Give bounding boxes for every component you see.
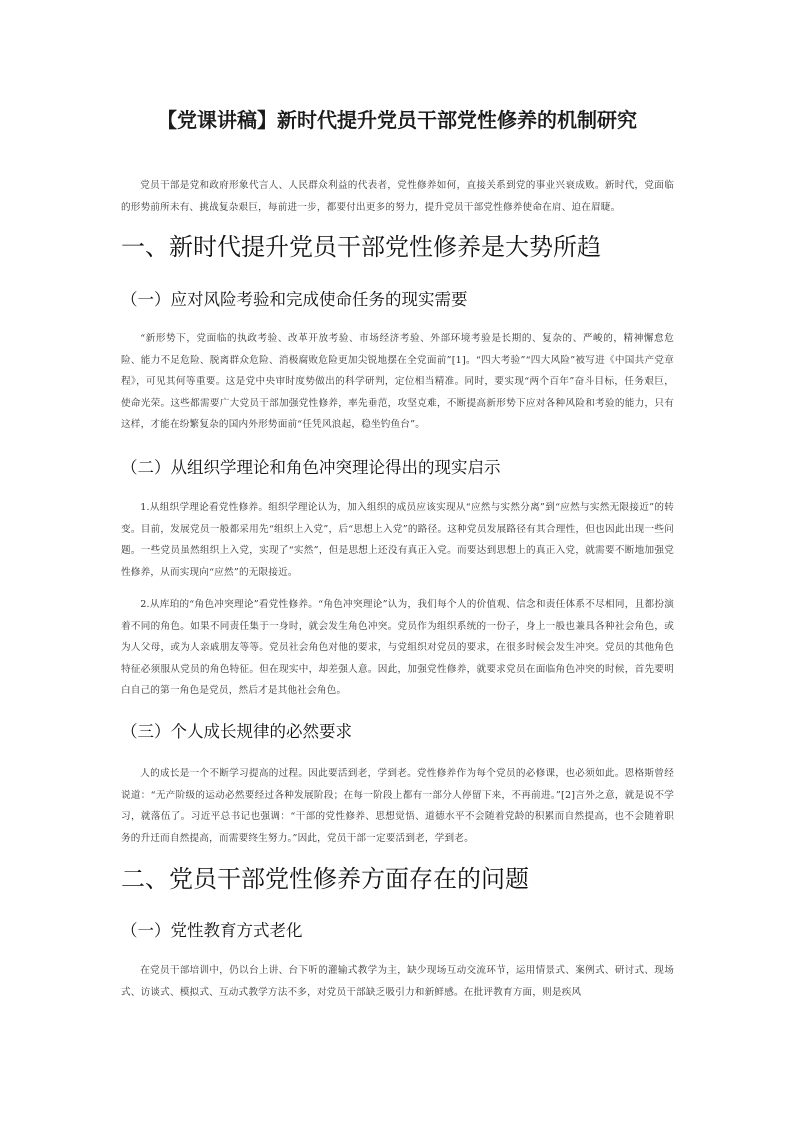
section-1-2-heading: （二）从组织学理论和角色冲突理论得出的现实启示 — [121, 458, 501, 477]
intro-paragraph: 党员干部是党和政府形象代言人、人民群众利益的代表者，党性修养如何，直接关系到党的事业兴衰成败。新时代，党面临的形势前所未有、挑战复杂艰巨，每前进一步，都要付出更多的努力，提升党员干部党性修养使命在肩、迫在眉睫。 — [121, 180, 674, 213]
section-2-1-paragraph: 在党员干部培训中，仍以台上讲、台下听的灌输式教学为主，缺少现场互动交流环节，运用情景式、案例式、研讨式、现场式、访谈式、模拟式、互动式教学方法不多，对党员干部缺乏吸引力和新鲜感。在批评教育方面，则是疾风 — [121, 965, 674, 998]
section-2-1-heading: （一）党性教育方式老化 — [121, 921, 303, 940]
section-1-1-paragraph: “新形势下，党面临的执政考验、改革开放考验、市场经济考验、外部环境考验是长期的、复杂的、严峻的，精神懈怠危险、能力不足危险、脱离群众危险、消极腐败危险更加尖锐地摆在全党面前”[1]。“四大考验”“四大风险”被写进《中国共产党章程》，可见其何等重要。这是党中央审时度势做出的科学研判，定位相当精准。同时，要实现“两个百年”奋斗目标，任务艰巨，使命光荣。这些都需要广大党员干部加强党性修养，率先垂范，攻坚克难，不断提高新形势下应对各种风险和考验的能力，只有这样，才能在纷繁复杂的国内外形势面前“任凭风浪起，稳坐钓鱼台”。 — [121, 333, 674, 430]
section-1-3-paragraph: 人的成长是一个不断学习提高的过程。因此要活到老，学到老。党性修养作为每个党员的必修课，也必须如此。恩格斯曾经说道：“无产阶级的运动必然要经过各种发展阶段；在每一阶段上都有一部分人停留下来，不再前进。”[2]言外之意，就是说不学习，就落伍了。习近平总书记也强调：“干部的党性修养、思想觉悟、道德水平不会随着党龄的积累而自然提高，也不会随着职务的升迁而自然提高，而需要终生努力。”因此，党员干部一定要活到老，学到老。 — [121, 768, 674, 844]
section-1-2-paragraph-2: 2.从库珀的“角色冲突理论”看党性修养。“角色冲突理论”认为，我们每个人的价值观、信念和责任体系不尽相同，且都扮演着不同的角色。如果不同责任集于一身时，就会发生角色冲突。党员作为组织系统的一份子，身上一般也兼具各种社会角色，或为人父母，或为人亲戚朋友等等。党员社会角色对他的要求，与党组织对党员的要求，在很多时候会发生冲突。党员的其他角色特征必须服从党员的角色特征。但在现实中，却差强人意。因此，加强党性修养，就要求党员在面临角色冲突的时候，首先要明白自己的第一角色是党员，然后才是其他社会角色。 — [121, 599, 674, 696]
document-title: 【党课讲稿】新时代提升党员干部党性修养的机制研究 — [157, 108, 637, 132]
section-2-heading: 二、党员干部党性修养方面存在的问题 — [121, 865, 529, 893]
section-1-1-heading: （一）应对风险考验和完成使命任务的现实需要 — [121, 290, 468, 309]
section-1-heading: 一、新时代提升党员干部党性修养是大势所趋 — [121, 233, 601, 261]
section-1-3-heading: （三）个人成长规律的必然要求 — [121, 722, 352, 741]
section-1-2-paragraph-1: 1.从组织学理论看党性修养。组织学理论认为，加入组织的成员应该实现从“应然与实然分离”到“应然与实然无限接近”的转变。目前，发展党员一般都采用先“组织上入党”，后“思想上入党”的路径。这种党员发展路径有其合理性，但也因此出现一些问题。一些党员虽然组织上入党，实现了“实然”，但是思想上还没有真正入党。而要达到思想上的真正入党，就需要不断地加强党性修养，从而实现向“应然”的无限接近。 — [121, 502, 674, 578]
